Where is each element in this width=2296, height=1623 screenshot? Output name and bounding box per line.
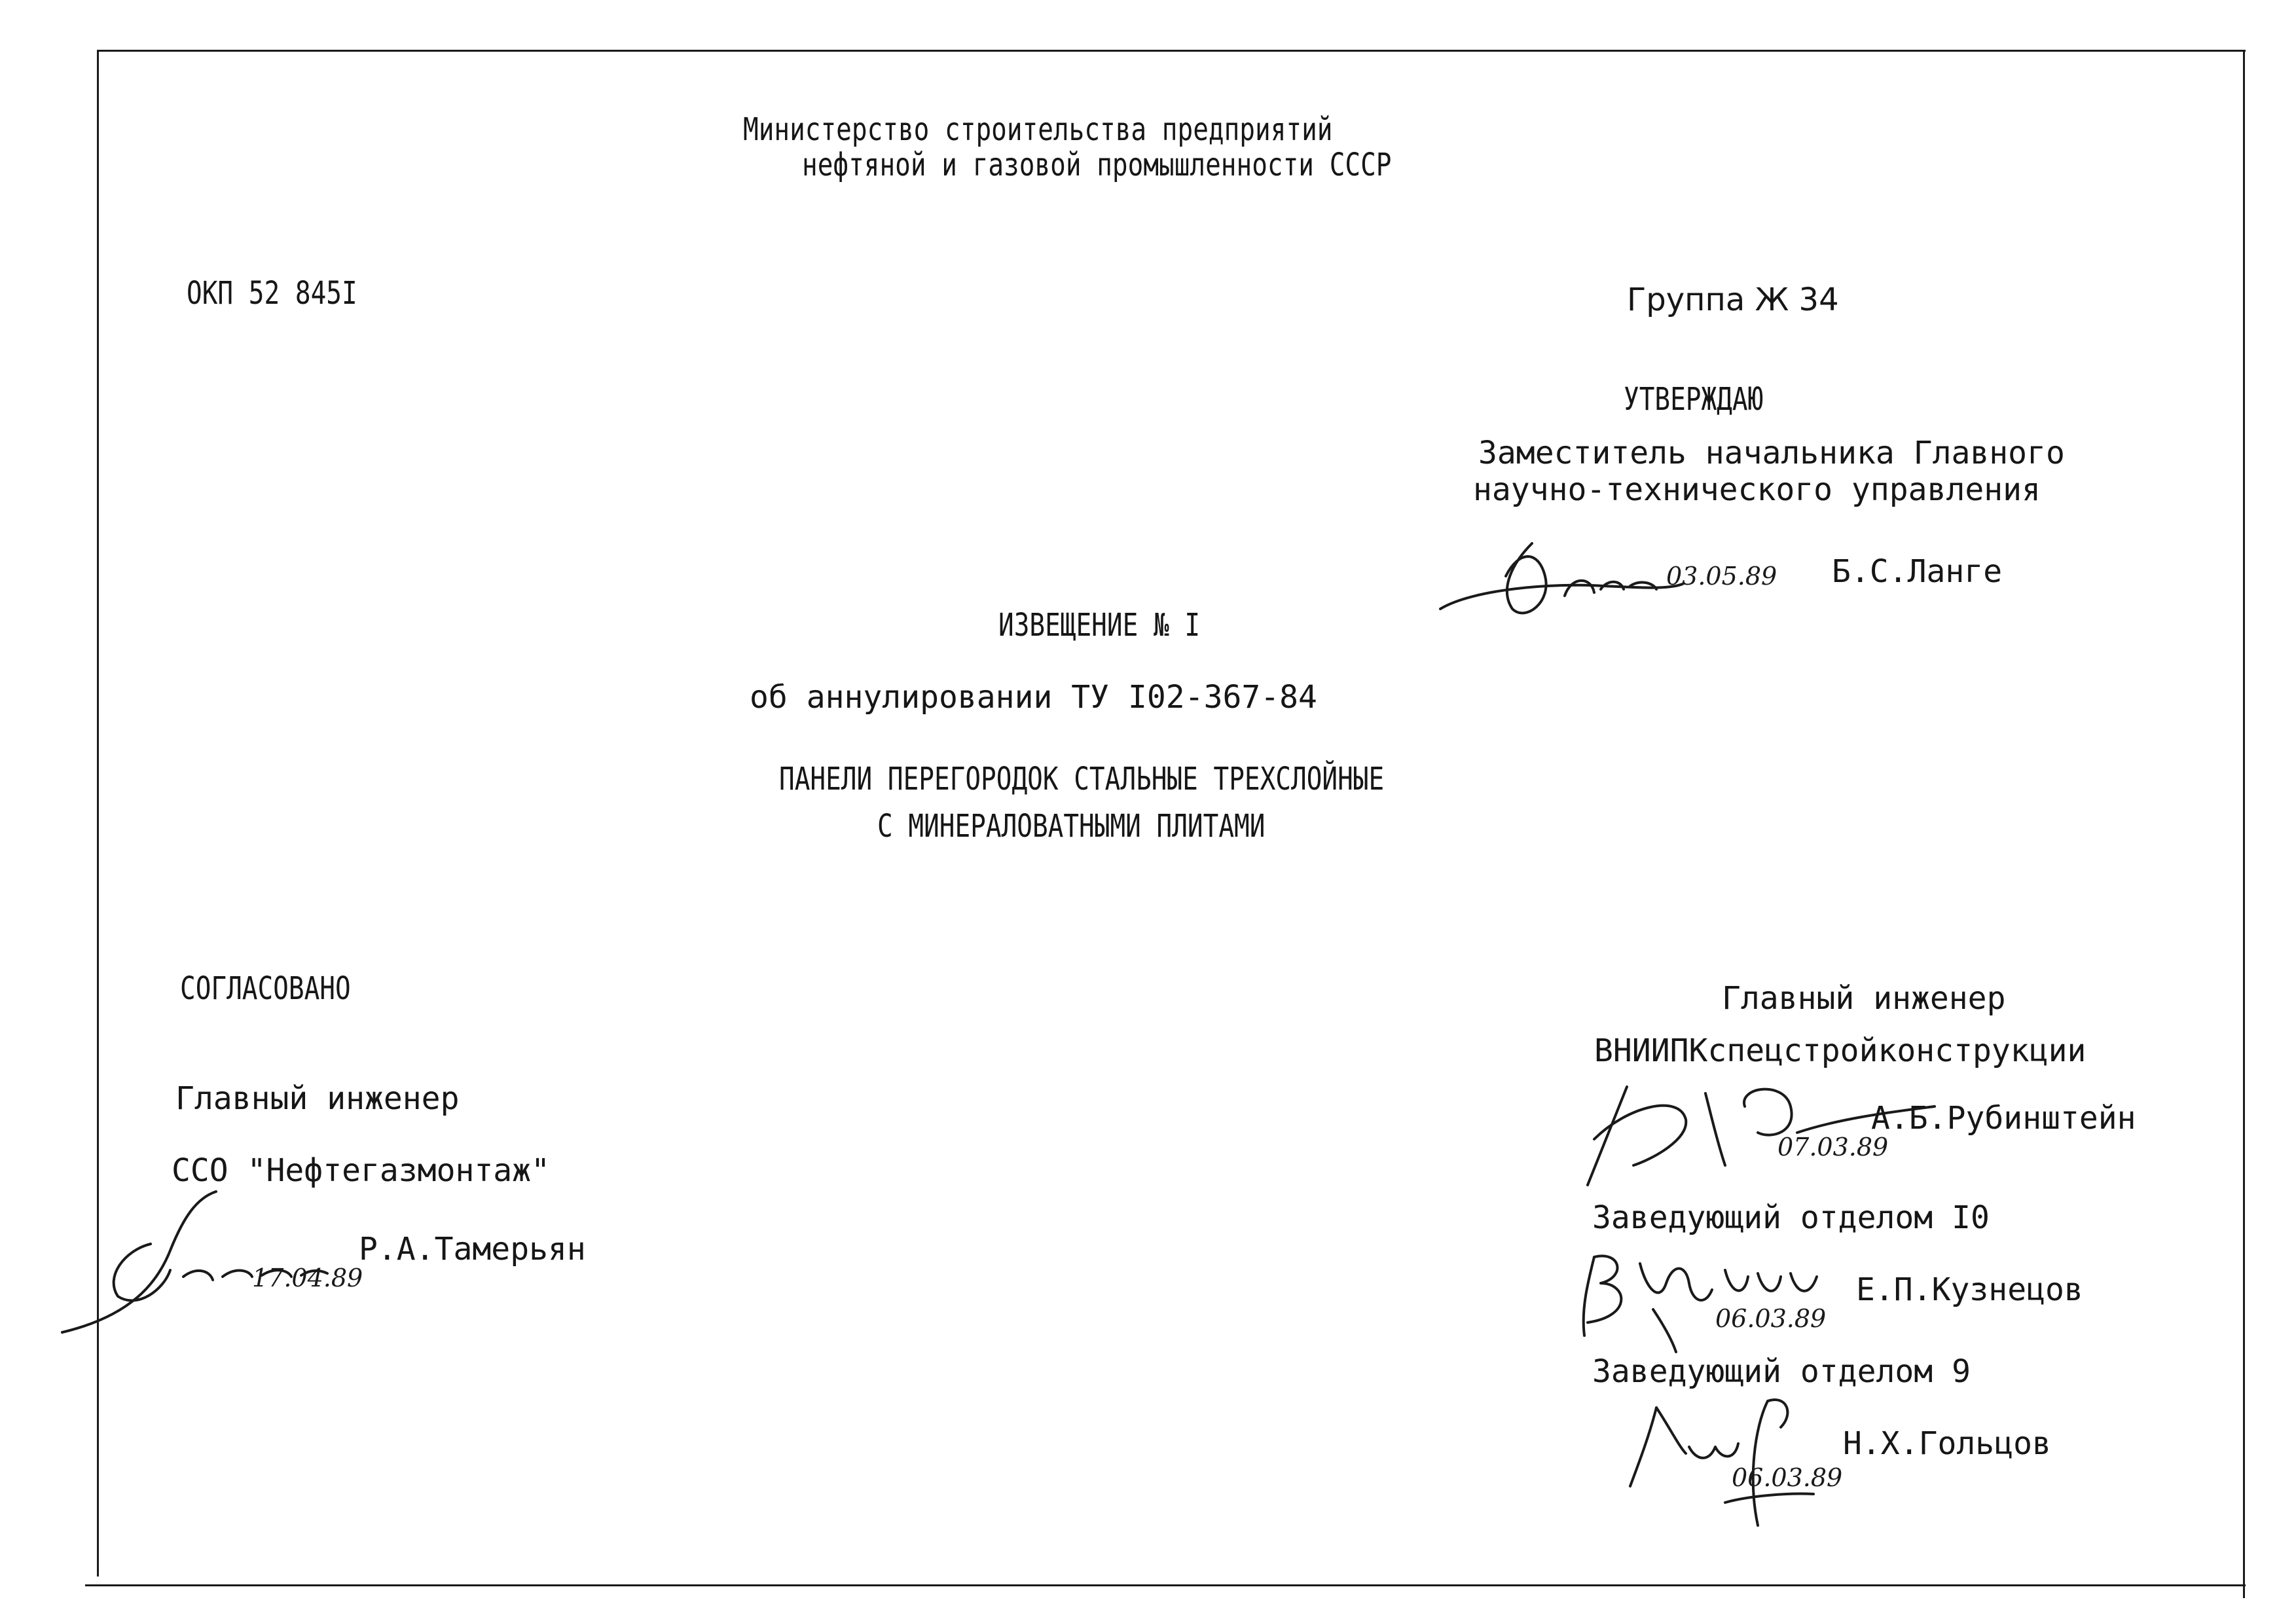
notice-title: ИЗВЕЩЕНИЕ № I	[998, 607, 1201, 644]
ministry-line-2: нефтяной и газовой промышленности СССР	[802, 147, 1392, 183]
approval-position-line-2: научно-технического управления	[1473, 471, 2041, 508]
dept9-signature-date: 06.03.89	[1732, 1463, 1843, 1492]
approval-position-line-1: Заместитель начальника Главного	[1478, 435, 2065, 471]
group-code: Группа Ж 34	[1627, 282, 1839, 318]
agreed-position: Главный инженер	[175, 1080, 460, 1117]
dept10-signature-date: 06.03.89	[1715, 1304, 1827, 1333]
chief-engineer-name: А.Б.Рубинштейн	[1871, 1100, 2136, 1137]
approval-title: УТВЕРЖДАЮ	[1624, 381, 1764, 418]
frame-right-border	[2243, 50, 2245, 1598]
dept10-signature	[1575, 1244, 1863, 1355]
okp-code: ОКП 52 845I	[187, 275, 357, 312]
product-name-line-2: С МИНЕРАЛОВАТНЫМИ ПЛИТАМИ	[877, 808, 1266, 845]
product-name-line-1: ПАНЕЛИ ПЕРЕГОРОДОК СТАЛЬНЫЕ ТРЕХСЛОЙНЫЕ	[779, 761, 1385, 797]
approval-signature-date: 03.05.89	[1666, 562, 1777, 591]
frame-bottom-border	[85, 1584, 2246, 1586]
dept9-head-name: Н.Х.Гольцов	[1843, 1425, 2051, 1462]
dept10-head-name: Е.П.Кузнецов	[1856, 1271, 2083, 1308]
dept9-head-title: Заведующий отделом 9	[1592, 1353, 1971, 1390]
agreed-organization: ССО "Нефтегазмонтаж"	[172, 1152, 550, 1189]
agreed-signature-date: 17.04.89	[252, 1264, 363, 1292]
dept10-head-title: Заведующий отделом I0	[1592, 1199, 1990, 1236]
agreed-title: СОГЛАСОВАНО	[180, 970, 351, 1007]
frame-top-border	[97, 50, 2246, 52]
approval-signature	[1434, 524, 1840, 635]
chief-engineer-title: Главный инженер	[1722, 980, 2006, 1017]
agreed-name: Р.А.Тамерьян	[359, 1231, 586, 1267]
chief-engineer-signature-date: 07.03.89	[1777, 1133, 1889, 1161]
chief-engineer-organization: ВНИИПКспецстройконструкции	[1594, 1032, 2086, 1069]
approval-name: Б.С.Ланге	[1832, 553, 2003, 590]
ministry-line-1: Министерство строительства предприятий	[743, 111, 1333, 148]
dept9-signature	[1617, 1388, 1866, 1532]
notice-subtitle: об аннулировании ТУ I02-367-84	[750, 679, 1317, 716]
